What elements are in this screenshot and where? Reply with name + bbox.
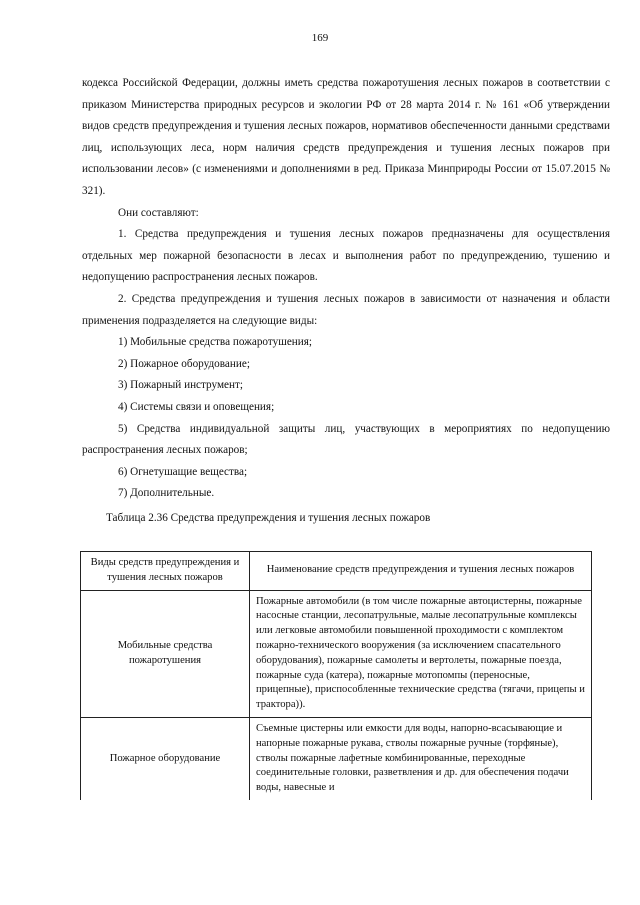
document-body	[82, 73, 610, 527]
point-1-paragraph: 1. Средства предупреждения и тушения лесных пожаров предназначены для осуществления отдельных мер пожарной безопасности в лесах и выполнения работ по предупреждению, тушению и недопущению распространения лесных пожаров.	[82, 228, 610, 284]
table-row	[81, 590, 592, 717]
intro-paragraph: кодекса Российской Федерации, должны иметь средства пожаротушения лесных пожаров в соответствии с приказом Министерства природных ресурсов и экологии РФ от 28 марта 2014 г. № 161 «Об утверждении видов средств предупреждения и тушения лесных пожаров, нормативов обеспеченности данными средствами лиц, использующих леса, норм наличия средств предупреждения и тушения лесных пожаров при использовании лесов» (с изменениями и дополнениями в ред. Приказа Минприроды России от 15.07.2015 № 321).	[82, 77, 610, 197]
header-cell-names: Наименование средств предупреждения и тушения лесных пожаров	[250, 552, 592, 591]
point-2-paragraph: 2. Средства предупреждения и тушения лесных пожаров в зависимости от назначения и области применения подразделяется на следующие виды:	[82, 292, 610, 327]
list-item: 4) Системы связи и оповещения;	[118, 400, 275, 413]
table-caption: Таблица 2.36 Средства предупреждения и тушения лесных пожаров	[106, 511, 431, 524]
table-cell-type: Пожарное оборудование	[81, 717, 250, 799]
table-row	[81, 717, 592, 799]
they-are-line: Они составляют:	[118, 206, 199, 219]
list-item: 5) Средства индивидуальной защиты лиц, участвующих в мероприятиях по недопущению распространения лесных пожаров;	[82, 422, 610, 457]
list-item: 6) Огнетушащие вещества;	[118, 465, 248, 478]
list-item: 3) Пожарный инструмент;	[118, 379, 243, 392]
list-item: 1) Мобильные средства пожаротушения;	[118, 336, 313, 349]
page-number: 169	[311, 32, 329, 44]
table-cell-names: Пожарные автомобили (в том числе пожарные автоцистерны, пожарные насосные станции, лесопатрульные, малые лесопатрульные комплексы или легковые автомобили повышенной проходимости с комплектом пожарно-технического вооружения (за исключением спасательного оборудования), пожарные самолеты и вертолеты, пожарные поезда, пожарные суда (катера), пожарные мотопомпы (переносные, прицепные), приспособленные технические средства (тягачи, прицепы и трактора)).	[250, 590, 592, 717]
fire-means-table	[80, 551, 592, 800]
table-cell-names: Съемные цистерны или емкости для воды, напорно-всасывающие и напорные пожарные рукава, стволы пожарные ручные (торфяные), стволы пожарные лафетные комбинированные, переходные соединительные головки, разветвления и др. для обеспечения подачи воды, навесные и	[250, 717, 592, 799]
list-item: 7) Дополнительные.	[118, 487, 215, 500]
list-item: 2) Пожарное оборудование;	[118, 357, 250, 370]
table-header-row	[81, 552, 592, 591]
header-cell-types: Виды средств предупреждения и тушения лесных пожаров	[81, 552, 250, 591]
table-cell-type: Мобильные средства пожаротушения	[81, 590, 250, 717]
